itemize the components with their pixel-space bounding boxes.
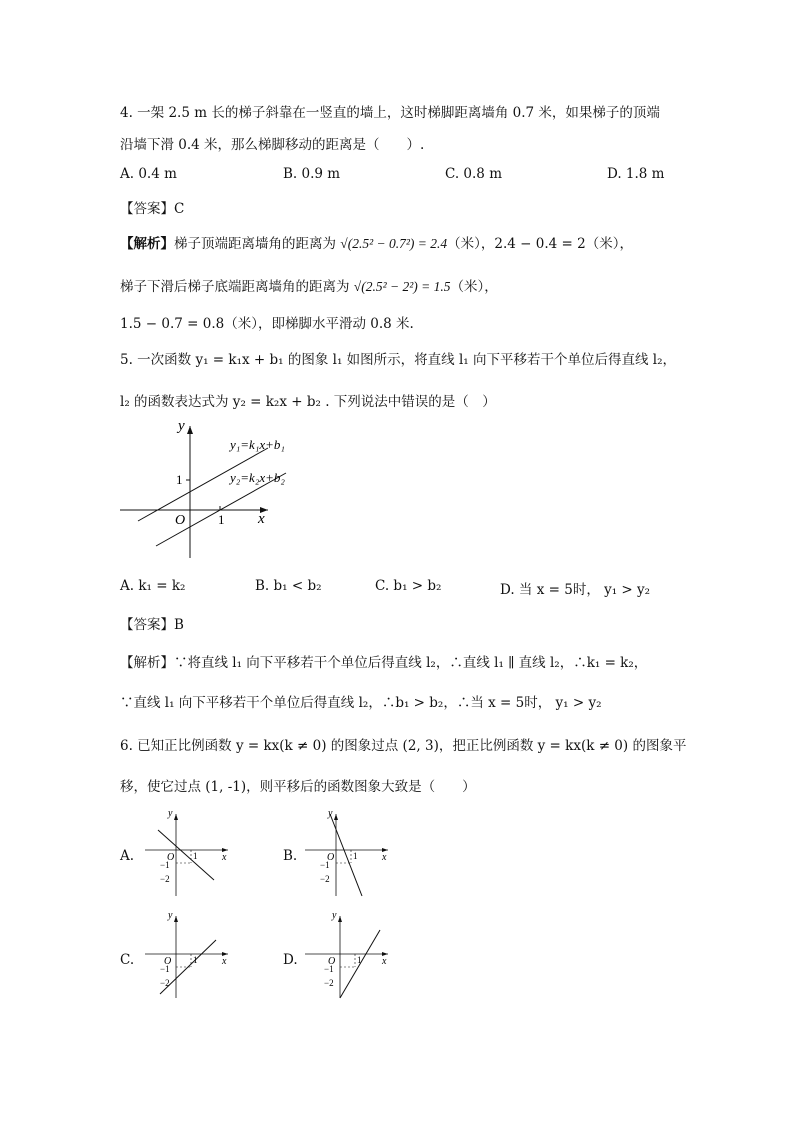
q5-analysis-line-1: 【解析】∵将直线 l₁ 向下平移若干个单位后得直线 l₂，∴直线 l₁ ∥ 直线 l₂，∴k₁ = k₂， <box>120 655 648 671</box>
q5-analysis-line-2: ∵直线 l₁ 向下平移若干个单位后得直线 l₂，∴b₁ > b₂，∴当 x = 5时， y₁ > y₂ <box>120 695 602 711</box>
line-l2-label: y₂=k₂x+b₂ <box>230 470 285 485</box>
q4-option-b: B. 0.9 m <box>283 166 341 182</box>
q6-stem-line-2: 移，使它过点 (1, -1)，则平移后的函数图象大致是（ ） <box>120 779 476 795</box>
q4-analysis-line-2 <box>120 275 498 295</box>
analysis-text: 梯子顶端距离墙角的距离为 <box>174 236 341 252</box>
tick-label: −2 <box>320 874 330 884</box>
x-axis-label: x <box>222 956 227 967</box>
tick-label: 1 <box>193 851 198 861</box>
q4-stem-line-1: 4. 一架 2.5 m 长的梯子斜靠在一竖直的墙上，这时梯脚距离墙角 0.7 米，如果梯子的顶端 <box>120 105 660 121</box>
origin-label: O <box>327 852 335 863</box>
x-axis-label: x <box>222 852 227 863</box>
analysis-text: （米）， <box>450 279 498 295</box>
q6-stem-line-1: 6. 已知正比例函数 y = kx(k ≠ 0) 的图象过点 (2, 3)，把正比例函数 y = kx(k ≠ 0) 的图象平 <box>120 738 687 754</box>
q4-answer: 【答案】C <box>120 201 185 217</box>
sqrt-expression: √(2.5² − 0.7²) = 2.4 <box>340 236 448 251</box>
origin-label: O <box>164 956 172 967</box>
analysis-text: （米），2.4 − 0.4 = 2（米）， <box>447 236 633 252</box>
x-axis-label: x <box>382 852 387 863</box>
tick-label: −1 <box>320 860 330 870</box>
tick-label: −2 <box>160 874 170 884</box>
y-axis-label: y <box>332 910 337 921</box>
q5-option-c: C. b₁ > b₂ <box>375 578 442 594</box>
tick-label: 1 <box>353 851 358 861</box>
q4-option-a: A. 0.4 m <box>120 166 177 182</box>
q4-stem-line-2: 沿墙下滑 0.4 米，那么梯脚移动的距离是（ ）. <box>120 137 425 153</box>
y-axis-label: y <box>178 420 185 434</box>
q4-option-d: D. 1.8 m <box>607 166 665 182</box>
origin-label: O <box>328 956 336 967</box>
q5-line-graph <box>118 420 308 560</box>
q4-analysis-line-3: 1.5 − 0.7 = 0.8（米），即梯脚水平滑动 0.8 米. <box>120 316 414 332</box>
tick-label: −1 <box>160 860 170 870</box>
q5-answer: 【答案】B <box>120 617 184 633</box>
q5-option-b: B. b₁ < b₂ <box>255 578 322 594</box>
q6-graph-a <box>140 808 240 898</box>
q6-graph-d <box>300 910 400 1000</box>
q6-graph-c <box>140 910 240 1000</box>
y-axis-label: y <box>168 808 173 819</box>
tick-label: −1 <box>160 964 170 974</box>
q6-option-c-label: C. <box>120 952 135 968</box>
q5-stem-line-2: l₂ 的函数表达式为 y₂ = k₂x + b₂ . 下列说法中错误的是（ ） <box>120 394 496 410</box>
sqrt-expression: √(2.5² − 2²) = 1.5 <box>353 279 451 294</box>
q4-option-c: C. 0.8 m <box>445 166 502 182</box>
y-axis-label: y <box>328 808 333 819</box>
y-axis-label: y <box>168 910 173 921</box>
q5-stem-line-1: 5. 一次函数 y₁ = k₁x + b₁ 的图象 l₁ 如图所示，将直线 l₁ 向下平移若干个单位后得直线 l₂， <box>120 352 676 368</box>
tick-label: −1 <box>324 964 334 974</box>
q6-graph-b <box>300 808 400 898</box>
tick-label: 1 <box>357 955 362 965</box>
y-axis-arrow <box>187 426 193 434</box>
q4-analysis-line-1 <box>120 232 633 252</box>
tick-label: 1 <box>193 955 198 965</box>
origin-label: O <box>175 513 186 528</box>
y-tick-label: 1 <box>176 472 183 487</box>
x-tick-label: 1 <box>218 512 225 527</box>
q5-option-a: A. k₁ = k₂ <box>120 578 186 594</box>
x-axis-label: x <box>258 511 265 527</box>
analysis-label: 【解析】 <box>120 236 174 252</box>
tick-label: −2 <box>160 978 170 988</box>
x-axis-label: x <box>382 956 387 967</box>
tick-label: −2 <box>324 978 334 988</box>
q6-option-d-label: D. <box>283 952 298 968</box>
origin-label: O <box>167 852 175 863</box>
analysis-text: 梯子下滑后梯子底端距离墙角的距离为 <box>120 279 354 295</box>
q6-option-a-label: A. <box>120 848 135 864</box>
q6-option-b-label: B. <box>283 848 298 864</box>
q5-option-d: D. 当 x = 5时， y₁ > y₂ <box>500 582 651 598</box>
line-l1-label: y₁=k₁x+b₁ <box>230 437 285 452</box>
